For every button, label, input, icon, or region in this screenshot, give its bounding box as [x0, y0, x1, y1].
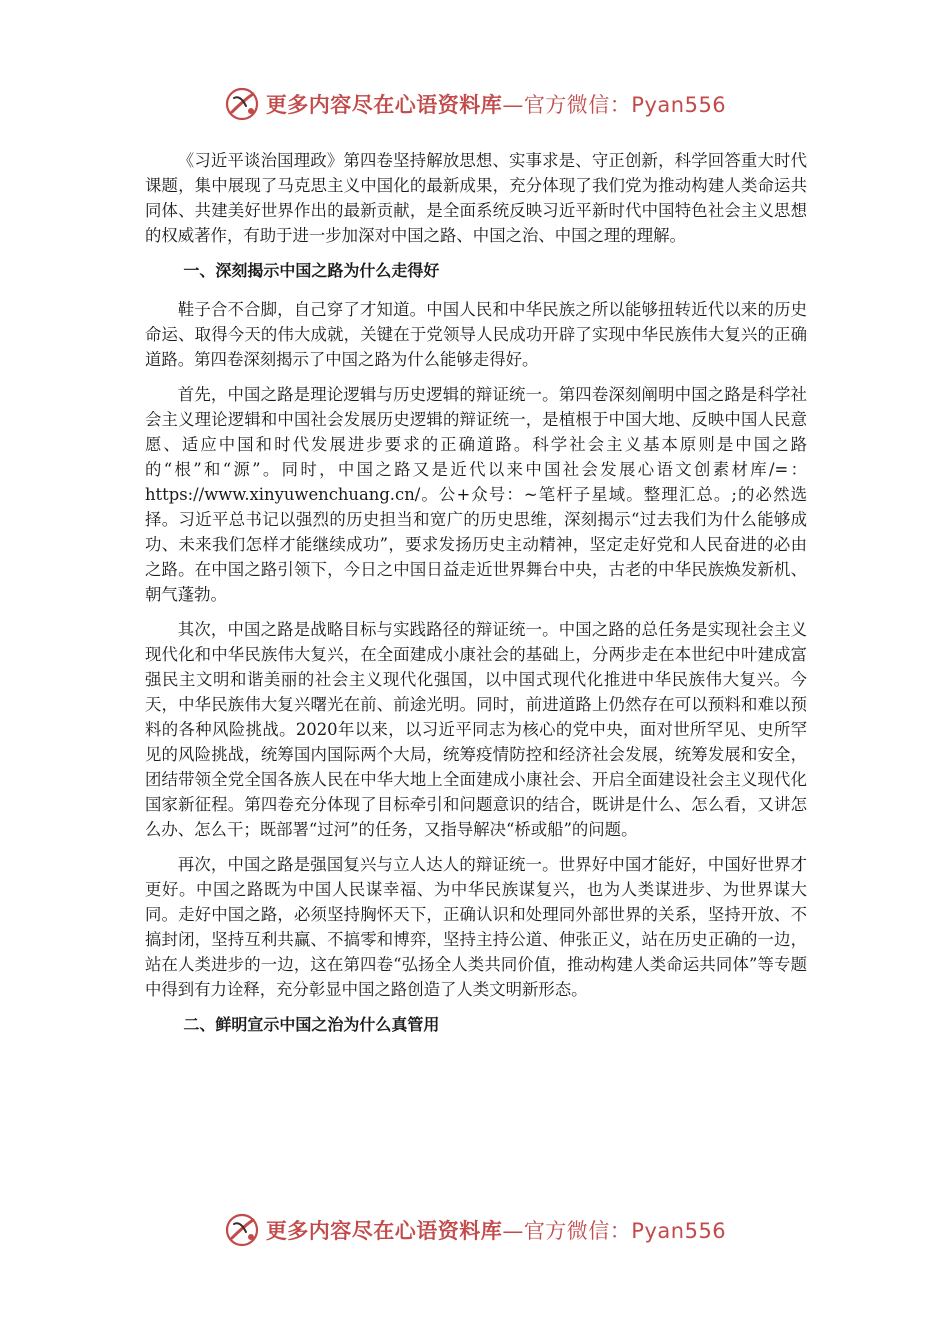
body-paragraph: 其次，中国之路是战略目标与实践路径的辩证统一。中国之路的总任务是实现社会主义现代化和中华民族伟大复兴，在全面建成小康社会的基础上，分两步走在本世纪中叶建成富强民主文明和谐美丽的社会主义现代化强国，以中国式现代化推进中华民族伟大复兴。今天，中华民族伟大复兴曙光在前、前途光明。同时，前进道路上仍然存在可以预料和难以预料的各种风险挑战。2020年以来，以习近平同志为核心的党中央，面对世所罕见、史所罕见的风险挑战，统筹国内国际两个大局，统筹疫情防控和经济社会发展，统筹发展和安全，团结带领全党全国各族人民在中华大地上全面建成小康社会、开启全面建设社会主义现代化国家新征程。第四卷充分体现了目标牵引和问题意识的结合，既讲是什么、怎么看，又讲怎么办、怎么干；既部署“过河”的任务，又指导解决“桥或船”的问题。: [145, 620, 807, 839]
watermark-brand-text: 更多内容尽在心语资料库: [265, 93, 503, 117]
document-body: [145, 148, 807, 1051]
watermark-contact-text: —官方微信：Pyan556: [502, 93, 727, 117]
watermark-contact-text: —官方微信：Pyan556: [502, 1219, 727, 1243]
brush-scroll-logo-icon: [224, 86, 260, 122]
watermark-banner-top: [0, 80, 950, 128]
watermark-banner-bottom: [0, 1206, 950, 1254]
body-paragraph: 鞋子合不合脚，自己穿了才知道。中国人民和中华民族之所以能够扭转近代以来的历史命运、取得今天的伟大成就，关键在于党领导人民成功开辟了实现中华民族伟大复兴的正确道路。第四卷深刻揭示了中国之路为什么能够走得好。: [145, 300, 807, 369]
section-heading-1: 一、深刻揭示中国之路为什么走得好: [183, 261, 440, 280]
body-paragraph: 再次，中国之路是强国复兴与立人达人的辩证统一。世界好中国才能好，中国好世界才更好。中国之路既为中国人民谋幸福、为中华民族谋复兴，也为人类谋进步、为世界谋大同。走好中国之路，必须坚持胸怀天下，正确认识和处理同外部世界的关系，坚持开放、不搞封闭，坚持互利共赢、不搞零和博弈，坚持主持公道、伸张正义，站在历史正确的一边，站在人类进步的一边，这在第四卷“弘扬全人类共同价值，推动构建人类命运共同体”等专题中得到有力诠释，充分彰显中国之路创造了人类文明新形态。: [145, 855, 807, 999]
brush-scroll-logo-icon: [224, 1212, 260, 1248]
watermark-brand-text: 更多内容尽在心语资料库: [265, 1219, 503, 1243]
body-paragraph: 首先，中国之路是理论逻辑与历史逻辑的辩证统一。第四卷深刻阐明中国之路是科学社会主义理论逻辑和中国社会发展历史逻辑的辩证统一，是植根于中国大地、反映中国人民意愿、适应中国和时代发展进步要求的正确道路。科学社会主义基本原则是中国之路的“根”和“源”。同时，中国之路又是近代以来中国社会发展心语文创素材库/=：https://www.xinyuwenchuang.cn/。公+众号：~笔杆子星域。整理汇总。;的必然选择。习近平总书记以强烈的历史担当和宽广的历史思维，深刻揭示“过去我们为什么能够成功、未来我们怎样才能继续成功”，要求发扬历史主动精神，坚定走好党和人民奋进的必由之路。在中国之路引领下，今日之中国日益走近世界舞台中央，古老的中华民族焕发新机、朝气蓬勃。: [145, 385, 807, 604]
intro-paragraph: 《习近平谈治国理政》第四卷坚持解放思想、实事求是、守正创新，科学回答重大时代课题，集中展现了马克思主义中国化的最新成果，充分体现了我们党为推动构建人类命运共同体、共建美好世界作出的最新贡献，是全面系统反映习近平新时代中国特色社会主义思想的权威著作，有助于进一步加深对中国之路、中国之治、中国之理的理解。: [145, 151, 807, 245]
section-heading-2: 二、鲜明宣示中国之治为什么真管用: [183, 1015, 440, 1034]
